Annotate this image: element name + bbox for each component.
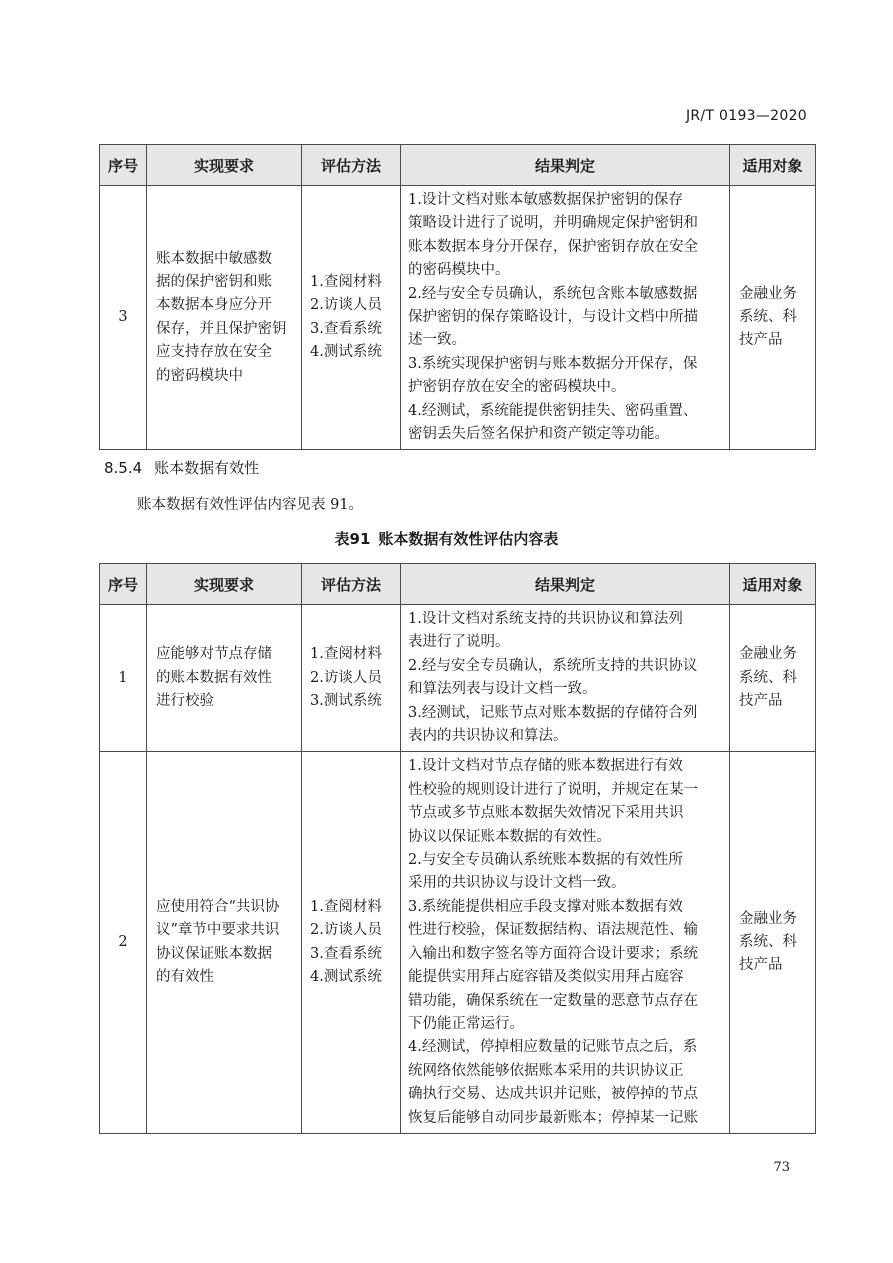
result-line: 4.经测试，停掉相应数量的记账节点之后，系 xyxy=(408,1039,698,1056)
table-caption-title: 账本数据有效性评估内容表 xyxy=(378,530,559,548)
method-item: 2.访谈人员 xyxy=(310,669,382,686)
method-item: 3.测试系统 xyxy=(310,692,382,709)
column-header-result: 结果判定 xyxy=(401,145,730,186)
method-cell xyxy=(302,186,401,450)
table-row xyxy=(100,186,816,450)
table-header-row xyxy=(100,145,816,186)
result-line: 确执行交易、达成共识并记账，被停掉的节点 xyxy=(408,1086,698,1103)
result-line: 性进行校验，保证数据结构、语法规范性、输 xyxy=(408,922,698,939)
result-line: 4.经测试，系统能提供密钥挂失、密码重置、 xyxy=(408,402,698,419)
column-header-index: 序号 xyxy=(100,564,147,605)
result-line: 和算法列表与设计文档一致。 xyxy=(408,681,597,698)
target-line: 技产品 xyxy=(739,692,783,709)
result-cell xyxy=(401,605,730,752)
column-header-result: 结果判定 xyxy=(401,564,730,605)
requirement-line: 保存，并且保护密钥 xyxy=(156,320,287,337)
table-caption xyxy=(0,528,893,549)
result-line: 1.设计文档对账本敏感数据保护密钥的保存 xyxy=(408,192,683,208)
method-cell xyxy=(302,605,401,752)
page-number: 73 xyxy=(773,1160,790,1175)
result-line: 错功能，确保系统在一定数量的恶意节点存在 xyxy=(408,992,698,1009)
requirement-line: 的密码模块中 xyxy=(156,367,243,384)
document-code: JR/T 0193—2020 xyxy=(685,108,807,124)
result-line: 2.与安全专员确认系统账本数据的有效性所 xyxy=(408,852,683,869)
target-line: 金融业务 xyxy=(739,646,797,663)
result-line: 性校验的规则设计进行了说明，并规定在某一 xyxy=(408,781,698,798)
requirement-line: 据的保护密钥和账 xyxy=(156,273,272,290)
target-line: 金融业务 xyxy=(739,910,797,927)
table-row xyxy=(100,605,816,752)
target-cell xyxy=(730,752,816,1134)
method-item: 4.测试系统 xyxy=(310,969,382,986)
method-cell xyxy=(302,752,401,1134)
result-line: 保护密钥的保存策略设计，与设计文档中所描 xyxy=(408,309,698,326)
column-header-index: 序号 xyxy=(100,145,147,186)
requirement-line: 进行校验 xyxy=(156,692,214,709)
method-item: 4.测试系统 xyxy=(310,344,382,361)
row-index: 2 xyxy=(100,752,147,1134)
result-line: 密钥丢失后签名保护和资产锁定等功能。 xyxy=(408,426,669,443)
requirement-line: 的账本数据有效性 xyxy=(156,669,272,686)
requirement-line: 的有效性 xyxy=(156,969,214,986)
section-title: 账本数据有效性 xyxy=(154,459,260,477)
result-line: 入输出和数字签名等方面符合设计要求；系统 xyxy=(408,945,698,962)
column-header-method: 评估方法 xyxy=(302,564,401,605)
result-line: 2.经与安全专员确认，系统包含账本敏感数据 xyxy=(408,285,698,302)
result-line: 的密码模块中。 xyxy=(408,262,510,279)
result-line: 表内的共识协议和算法。 xyxy=(408,728,568,745)
result-line: 述一致。 xyxy=(408,332,466,349)
result-line: 3.系统实现保护密钥与账本数据分开保存，保 xyxy=(408,355,698,372)
requirement-cell xyxy=(147,605,302,752)
result-line: 3.经测试，记账节点对账本数据的存储符合列 xyxy=(408,704,698,721)
row-index: 3 xyxy=(100,186,147,450)
result-line: 2.经与安全专员确认，系统所支持的共识协议 xyxy=(408,657,698,674)
target-line: 系统、科 xyxy=(739,669,797,686)
requirement-line: 应支持存放在安全 xyxy=(156,344,272,361)
section-heading xyxy=(104,457,259,478)
target-line: 系统、科 xyxy=(739,933,797,950)
target-cell xyxy=(730,605,816,752)
target-line: 技产品 xyxy=(739,332,783,349)
method-item: 1.查阅材料 xyxy=(310,646,382,663)
requirement-cell xyxy=(147,752,302,1134)
assessment-table-continued xyxy=(99,144,816,450)
method-item: 2.访谈人员 xyxy=(310,297,382,314)
column-header-target: 适用对象 xyxy=(730,564,816,605)
method-item: 3.查看系统 xyxy=(310,945,382,962)
result-line: 3.系统能提供相应手段支撑对账本数据有效 xyxy=(408,898,683,915)
method-item: 1.查阅材料 xyxy=(310,273,382,290)
table-caption-number: 表91 xyxy=(334,530,371,548)
result-line: 采用的共识协议与设计文档一致。 xyxy=(408,875,626,892)
column-header-method: 评估方法 xyxy=(302,145,401,186)
result-line: 能提供实用拜占庭容错及类似实用拜占庭容 xyxy=(408,969,684,986)
result-line: 1.设计文档对系统支持的共识协议和算法列 xyxy=(408,611,683,627)
result-line: 节点或多节点账本数据失效情况下采用共识 xyxy=(408,805,684,822)
method-item: 2.访谈人员 xyxy=(310,922,382,939)
requirement-cell xyxy=(147,186,302,450)
requirement-line: 协议保证账本数据 xyxy=(156,945,272,962)
assessment-table-91 xyxy=(99,563,816,1134)
result-line: 策略设计进行了说明，并明确规定保护密钥和 xyxy=(408,215,698,232)
requirement-line: 账本数据中敏感数 xyxy=(156,250,272,267)
section-paragraph: 账本数据有效性评估内容见表 91。 xyxy=(137,497,364,513)
requirement-line: 应能够对节点存储 xyxy=(156,646,272,663)
column-header-target: 适用对象 xyxy=(730,145,816,186)
method-item: 3.查看系统 xyxy=(310,320,382,337)
result-line: 下仍能正常运行。 xyxy=(408,1015,524,1032)
result-line: 协议以保证账本数据的有效性。 xyxy=(408,828,611,845)
requirement-line: 本数据本身应分开 xyxy=(156,297,272,314)
section-number: 8.5.4 xyxy=(104,459,143,477)
target-line: 金融业务 xyxy=(739,285,797,302)
table-row xyxy=(100,752,816,1134)
requirement-line: 议”章节中要求共识 xyxy=(156,922,280,939)
row-index: 1 xyxy=(100,605,147,752)
target-line: 技产品 xyxy=(739,957,783,974)
result-line: 恢复后能够自动同步最新账本；停掉某一记账 xyxy=(408,1109,698,1126)
column-header-requirement: 实现要求 xyxy=(147,564,302,605)
target-line: 系统、科 xyxy=(739,309,797,326)
table-header-row xyxy=(100,564,816,605)
target-cell xyxy=(730,186,816,450)
result-cell xyxy=(401,186,730,450)
result-line: 统网络依然能够依据账本采用的共识协议正 xyxy=(408,1062,684,1079)
result-line: 1.设计文档对节点存储的账本数据进行有效 xyxy=(408,758,683,775)
result-line: 表进行了说明。 xyxy=(408,634,510,651)
result-cell xyxy=(401,752,730,1134)
result-line: 护密钥存放在安全的密码模块中。 xyxy=(408,379,626,396)
column-header-requirement: 实现要求 xyxy=(147,145,302,186)
method-item: 1.查阅材料 xyxy=(310,898,382,915)
result-line: 账本数据本身分开保存，保护密钥存放在安全 xyxy=(408,238,698,255)
requirement-line: 应使用符合“共识协 xyxy=(156,898,280,915)
